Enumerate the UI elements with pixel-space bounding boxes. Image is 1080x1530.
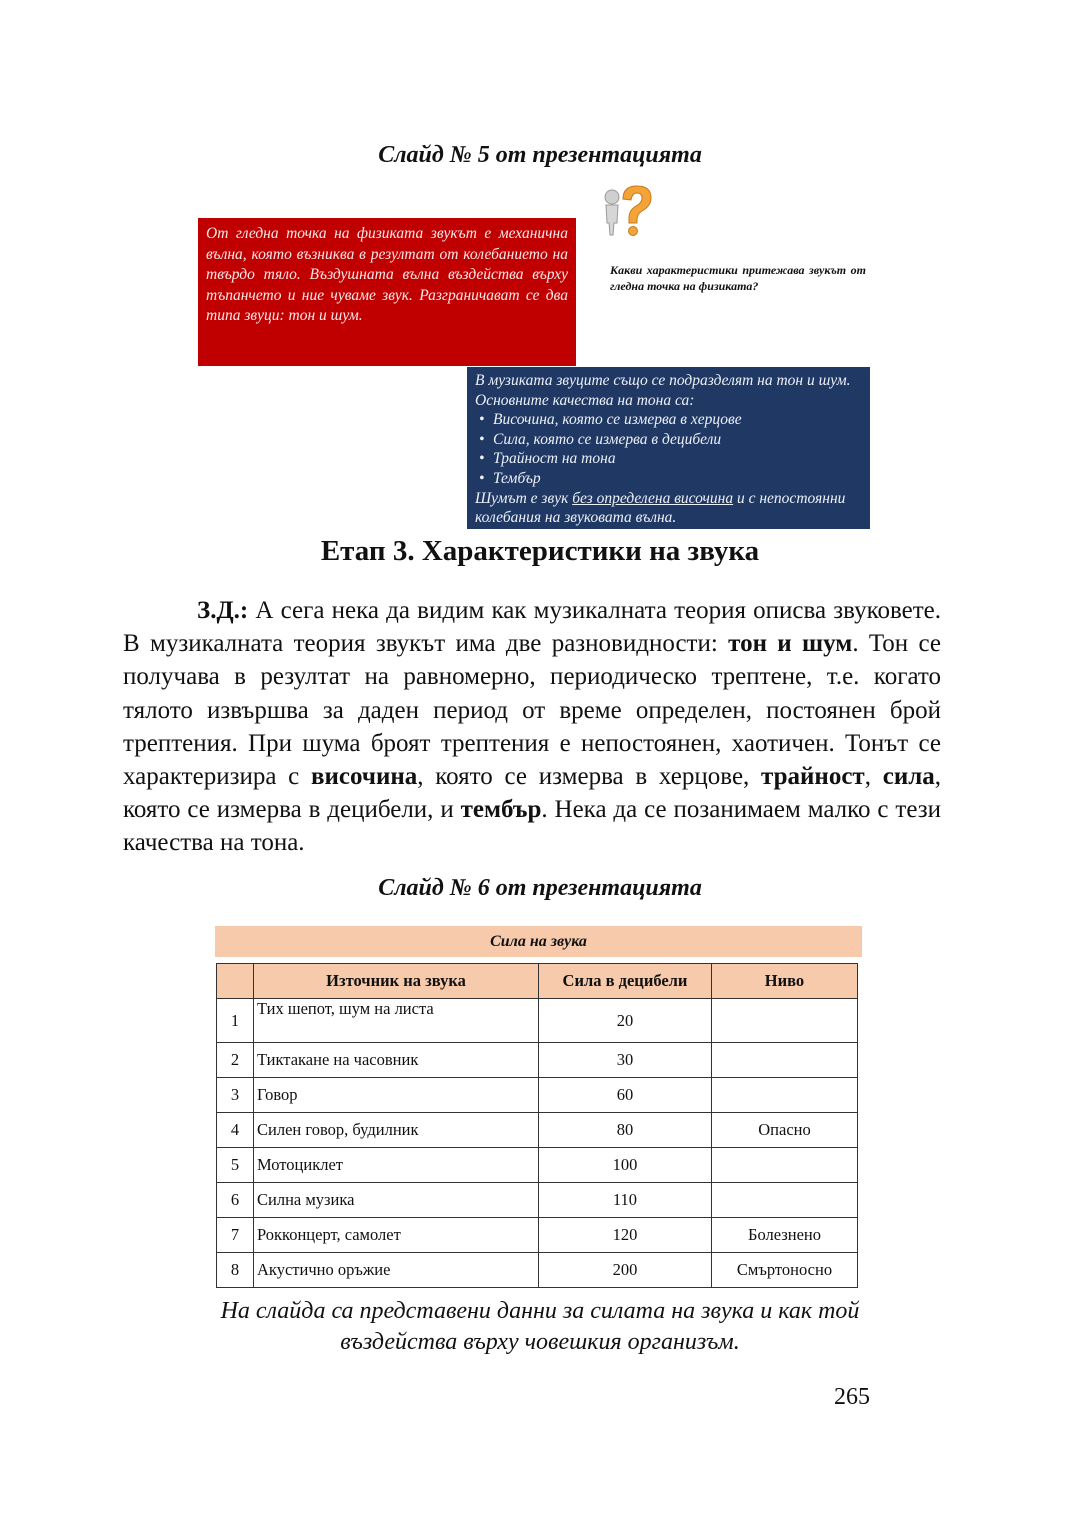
source-cell: Рокконцерт, самолет xyxy=(254,1218,539,1253)
table-row xyxy=(217,1078,858,1113)
header-cell xyxy=(217,964,254,999)
level-cell xyxy=(712,1043,858,1078)
bold-term: височина xyxy=(311,763,418,791)
list-item: • Тембър xyxy=(475,469,862,489)
text-run: , xyxy=(864,763,883,791)
row-number: 7 xyxy=(217,1218,254,1253)
row-number: 5 xyxy=(217,1148,254,1183)
table-row xyxy=(217,1218,858,1253)
row-number: 2 xyxy=(217,1043,254,1078)
level-cell: Смъртоносно xyxy=(712,1253,858,1288)
header-cell: Източник на звука xyxy=(254,964,539,999)
noise-underlined: без определена височина xyxy=(572,489,734,507)
header-cell: Сила в децибели xyxy=(539,964,712,999)
bold-term: трайност xyxy=(761,763,865,791)
noise-suffix: и с непостоянни колебания на звуковата вълна. xyxy=(475,489,846,527)
source-cell: Силен говор, будилник xyxy=(254,1113,539,1148)
header-cell: Ниво xyxy=(712,964,858,999)
decibel-cell: 30 xyxy=(539,1043,712,1078)
text-run: А сега нека да видим как музикалната теория описва звуковете. В музикалната теория звукът има две разновидности: xyxy=(123,597,941,658)
row-number: 8 xyxy=(217,1253,254,1288)
decibel-cell: 20 xyxy=(539,999,712,1043)
slide-6-description xyxy=(0,1296,1080,1358)
row-number: 6 xyxy=(217,1183,254,1218)
list-item: • Трайност на тона xyxy=(475,449,862,469)
row-number: 4 xyxy=(217,1113,254,1148)
source-cell: Тиктакане на часовник xyxy=(254,1043,539,1078)
source-cell: Говор xyxy=(254,1078,539,1113)
table-row xyxy=(217,1043,858,1078)
body-paragraph xyxy=(123,594,941,860)
physics-definition-box: От гледна точка на физиката звукът е механична вълна, която възниква в резултат от колебанието на твърдо тяло. Въздушната вълна въздейства върху тъпанчето и ние чуваме звук. Разграничават се два типа звуци: тон и шум. xyxy=(198,218,576,366)
level-cell xyxy=(712,1148,858,1183)
speaker-label: З.Д.: xyxy=(197,597,249,624)
row-number: 3 xyxy=(217,1078,254,1113)
tone-qualities-list xyxy=(475,410,862,488)
section-heading: Етап 3. Характеристики на звука xyxy=(320,535,760,567)
decibel-cell: 200 xyxy=(539,1253,712,1288)
text-run: , която се измерва в децибели, и xyxy=(123,763,941,824)
noise-definition xyxy=(475,489,862,528)
level-cell xyxy=(712,1078,858,1113)
slide-5-caption: Слайд № 5 от презентацията xyxy=(378,142,702,168)
decibel-cell: 120 xyxy=(539,1218,712,1253)
text-run: , която се измерва в херцове, xyxy=(417,763,762,791)
row-number: 1 xyxy=(217,999,254,1043)
list-item: • Височина, която се измерва в херцове xyxy=(475,410,862,430)
slide-6-caption: Слайд № 6 от презентацията xyxy=(378,875,702,901)
decibel-cell: 60 xyxy=(539,1078,712,1113)
blue-box-intro: В музиката звуците също се подразделят на тон и шум. Основните качества на тона са: xyxy=(475,372,851,409)
decibel-cell: 110 xyxy=(539,1183,712,1218)
table-title: Сила на звука xyxy=(215,926,862,957)
level-cell: Опасно xyxy=(712,1113,858,1148)
table-row xyxy=(217,1148,858,1183)
sound-strength-table xyxy=(216,963,858,1288)
description-line: въздейства върху човешкия организъм. xyxy=(340,1329,740,1355)
table-row xyxy=(217,1113,858,1148)
source-cell: Тих шепот, шум на листа xyxy=(254,999,539,1043)
bold-term: тембър xyxy=(460,796,542,824)
source-cell: Акустично оръжие xyxy=(254,1253,539,1288)
page-number: 265 xyxy=(834,1384,870,1410)
decibel-cell: 80 xyxy=(539,1113,712,1148)
text-run: . Тон се получава в резултат на равномерно, периодическо трептене, т.е. когато тялото извършва за даден период от време определен, постоянен брой трептения. При шума броят трептения е непостоянен, хаотичен. Тонът се характеризира с xyxy=(123,630,941,791)
text-run: . Нека да се позанимаем малко с тези качества на тона. xyxy=(123,796,941,857)
level-cell xyxy=(712,1183,858,1218)
level-cell: Болезнено xyxy=(712,1218,858,1253)
table-row xyxy=(217,1183,858,1218)
table-header-row xyxy=(217,964,858,999)
source-cell: Силна музика xyxy=(254,1183,539,1218)
noise-prefix: Шумът е звук xyxy=(475,489,573,507)
table-row xyxy=(217,1253,858,1288)
list-item: • Сила, която се измерва в децибели xyxy=(475,430,862,450)
question-text: Какви характеристики притежава звукът от гледна точка на физиката? xyxy=(610,263,866,293)
description-line: На слайда са представени данни за силата на звука и как той xyxy=(220,1298,860,1324)
table-row xyxy=(217,999,858,1043)
bold-term: тон и шум xyxy=(728,630,853,658)
question-mark-icon xyxy=(598,183,656,241)
decibel-cell: 100 xyxy=(539,1148,712,1183)
level-cell xyxy=(712,999,858,1043)
bold-term: сила xyxy=(882,763,935,791)
source-cell: Мотоциклет xyxy=(254,1148,539,1183)
music-qualities-box xyxy=(467,367,870,529)
